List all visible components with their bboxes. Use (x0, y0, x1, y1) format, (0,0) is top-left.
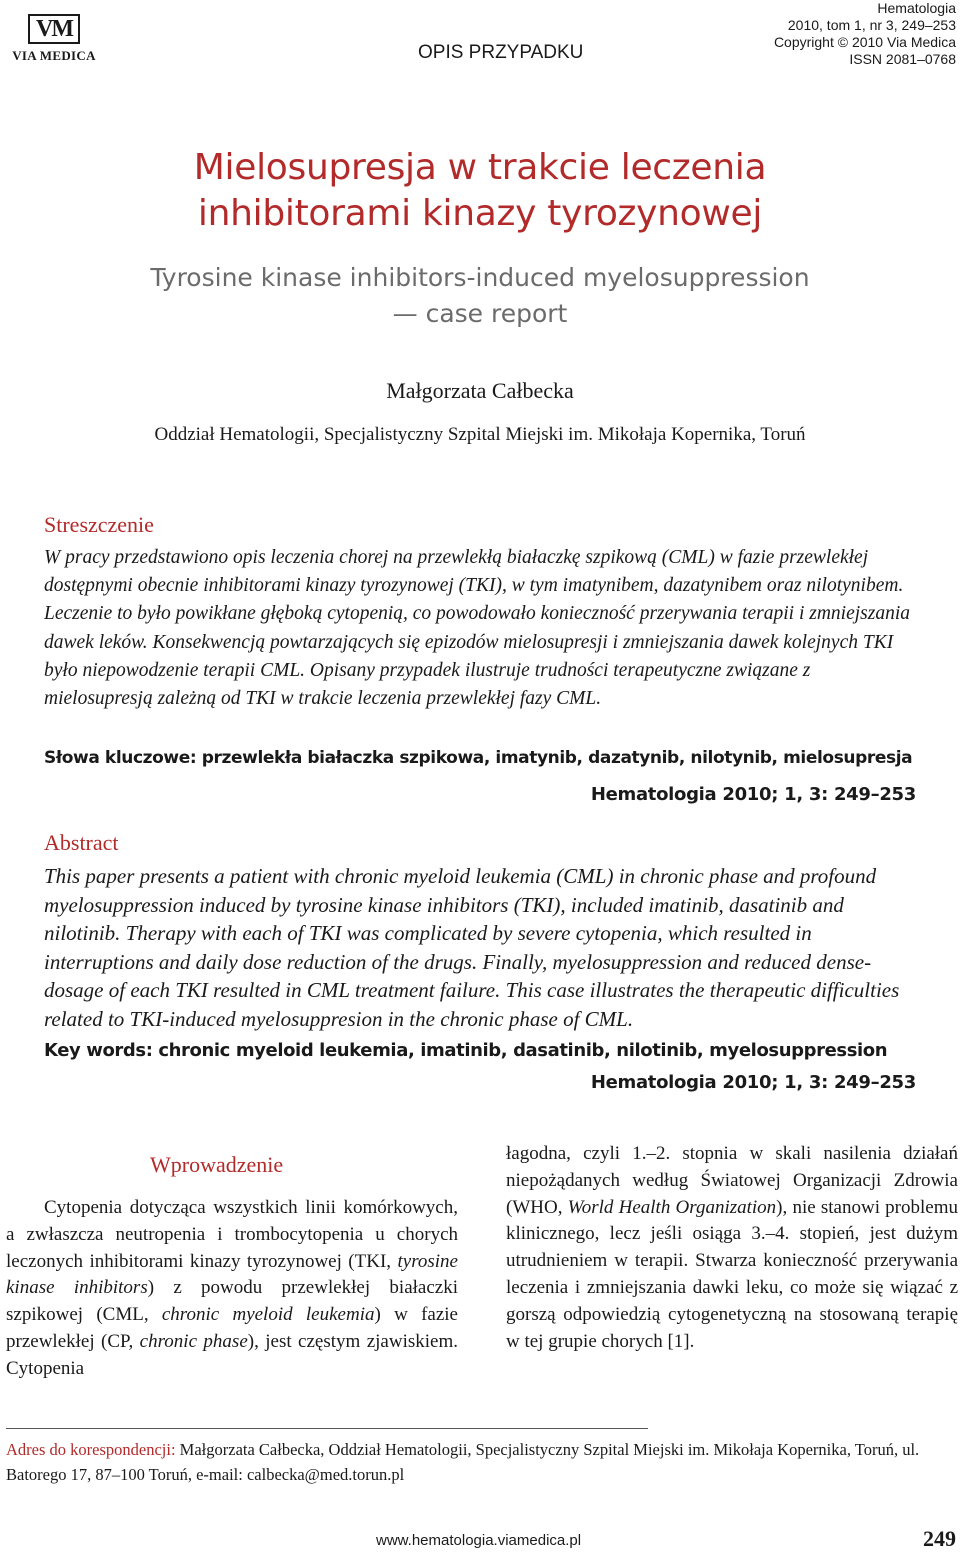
title-line-2: inhibitorami kinazy tyrozynowej (197, 193, 763, 234)
abstract-heading: Abstract (44, 830, 119, 855)
intro-text: ) z powodu przewlekłej białaczki szpikowej (CML, (6, 1277, 458, 1326)
introduction-heading: Wprowadzenie (150, 1152, 284, 1177)
journal-copyright: Copyright © 2010 Via Medica (773, 34, 956, 50)
intro-italic-term: World Health Organization (567, 1196, 777, 1218)
intro-text: Cytopenia dotycząca wszystkich linii komórkowych, a zwłaszcza neutropenia i trombocytopenia u chorych leczonych inhibitorami kinazy tyrozynowej (TKI, (6, 1197, 458, 1272)
subtitle-line-1: Tyrosine kinase inhibitors-induced myelosuppression (150, 263, 810, 292)
intro-text: łagodna, czyli 1.–2. stopnia w skali nasilenia działań niepożądanych według Światowej Organizacji Zdrowia (WHO, (506, 1143, 958, 1218)
article-title (0, 145, 960, 237)
streszczenie-text: W pracy przedstawiono opis leczenia chorej na przewlekłą białaczkę szpikową (CML) w fazie przewlekłej dostępnymi obecnie inhibitorami kinazy tyrozynowej (TKI), w tym imatynibem, dazatynibem oraz nilotynibem. Leczenie to było powikłane głęboką cytopenią, co powodowało konieczność przerywania terapii i zmniejszania dawek leków. Konsekwencją powtarzających się epizodów mielosupresji i zmniejszania dawek kolejnych TKI było niepowodzenie terapii CML. Opisany przypadek ilustruje trudności terapeutyczne związane z mielosupresją zależną od TKI w trakcie leczenia przewlekłej fazy CML. (44, 547, 910, 710)
citation-en: Hematologia 2010; 1, 3: 249–253 (590, 1072, 916, 1093)
abstract-text: This paper presents a patient with chronic myeloid leukemia (CML) in chronic phase and profound myelosuppression induced by tyrosine kinase inhibitors (TKI), included imatinib, dasatinib and nilotinib. Therapy with each of TKI was complicated by severe cytopenia, which resulted in interruptions and daily dose reduction of the drugs. Finally, myelosuppression and reduced dense-dosage of each TKI resulted in CML treatment failure. This case illustrates the therapeutic difficulties related to TKI-induced myelosuppresion in the chronic phase of CML. (44, 864, 900, 1031)
intro-italic-term: chronic myeloid leukemia (161, 1304, 375, 1326)
correspondence-address (6, 1437, 954, 1487)
citation-pl: Hematologia 2010; 1, 3: 249–253 (590, 784, 916, 805)
streszczenie-heading: Streszczenie (44, 512, 154, 537)
logo-mark: VM (28, 14, 80, 44)
keywords-en: Key words: chronic myeloid leukemia, imatinib, dasatinib, nilotinib, myelosuppression (44, 1040, 888, 1061)
keywords-pl: Słowa kluczowe: przewlekła białaczka szpikowa, imatynib, dazatynib, nilotynib, mielosupresja (44, 748, 913, 768)
journal-name: Hematologia (877, 0, 956, 16)
intro-text: ) w fazie przewlekłej (CP, (6, 1304, 458, 1352)
footnote-divider (6, 1428, 648, 1429)
journal-meta (774, 0, 956, 68)
intro-italic-term: tyrosine kinase inhibitors (6, 1250, 458, 1299)
intro-text: ), nie stanowi problemu klinicznego, lecz jeśli osiąga 3.–4. stopień, jest dużym utrudnieniem w terapii. Stwarza konieczność przerywania leczenia i zmniejszania dawki leku, co może się wiązać z gorszą odpowiedzią cytogenetyczną na stosowaną terapię w tej grupie chorych [1]. (506, 1196, 958, 1352)
subtitle-line-2: — case report (392, 299, 568, 328)
logo-text: VIA MEDICA (12, 48, 96, 63)
journal-issue: 2010, tom 1, nr 3, 249–253 (787, 17, 956, 33)
publisher-logo (6, 14, 102, 64)
intro-italic-term: chronic phase (139, 1330, 248, 1352)
footer-url[interactable]: www.hematologia.viamedica.pl (376, 1532, 582, 1549)
title-line-1: Mielosupresja w trakcie leczenia (193, 147, 767, 188)
page-number: 249 (923, 1526, 956, 1551)
introduction-paragraph-1 (6, 1195, 458, 1383)
journal-issn: ISSN 2081–0768 (849, 51, 956, 67)
author-name: Małgorzata Całbecka (386, 378, 574, 403)
section-label: OPIS PRZYPADKU (418, 42, 584, 63)
introduction-left-column (6, 1195, 458, 1383)
correspondence-text: Małgorzata Całbecka, Oddział Hematologii, Specjalistyczny Szpital Miejski im. Mikołaja Kopernika, Toruń, ul. Batorego 17, 87–100 Toruń, e-mail: calbecka@med.torun.pl (6, 1440, 920, 1484)
introduction-paragraph-1-cont (506, 1141, 958, 1355)
intro-text: ), jest częstym zjawiskiem. Cytopenia (6, 1330, 458, 1379)
author-affiliation: Oddział Hematologii, Specjalistyczny Szpital Miejski im. Mikołaja Kopernika, Toruń (154, 424, 806, 445)
introduction-right-column (506, 1141, 958, 1355)
correspondence-label: Adres do korespondencji: (6, 1440, 176, 1459)
article-subtitle (0, 260, 960, 332)
